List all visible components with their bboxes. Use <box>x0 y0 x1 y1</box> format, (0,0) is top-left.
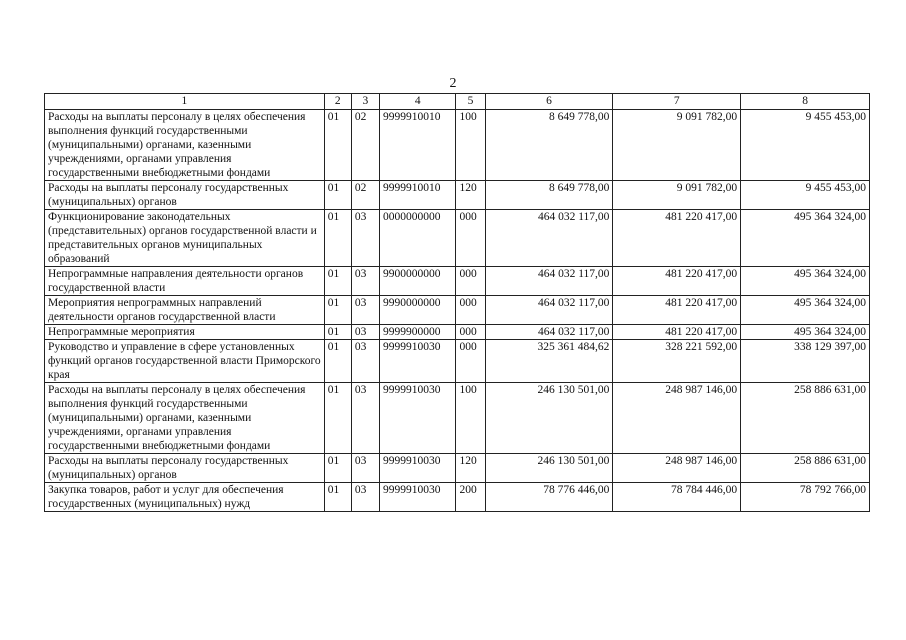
expense-type-cell: 100 <box>456 383 485 454</box>
section-code-cell: 01 <box>324 383 351 454</box>
amount-col7-cell: 328 221 592,00 <box>613 340 741 383</box>
target-article-cell: 9999910030 <box>380 383 456 454</box>
amount-col6-cell: 464 032 117,00 <box>485 267 613 296</box>
amount-col7-cell: 481 220 417,00 <box>613 267 741 296</box>
table-row <box>45 483 870 512</box>
amount-col7-cell: 481 220 417,00 <box>613 325 741 340</box>
column-header: 3 <box>351 94 379 110</box>
column-header: 8 <box>741 94 870 110</box>
target-article-cell: 9900000000 <box>380 267 456 296</box>
table-row <box>45 210 870 267</box>
column-header: 7 <box>613 94 741 110</box>
amount-col7-cell: 248 987 146,00 <box>613 454 741 483</box>
section-code-cell: 01 <box>324 296 351 325</box>
row-name-cell: Руководство и управление в сфере установленных функций органов государственной власти Приморского края <box>45 340 325 383</box>
table-row <box>45 267 870 296</box>
subsection-code-cell: 03 <box>351 454 379 483</box>
table-row <box>45 325 870 340</box>
target-article-cell: 9999910010 <box>380 181 456 210</box>
target-article-cell: 9999910010 <box>380 110 456 181</box>
subsection-code-cell: 03 <box>351 267 379 296</box>
section-code-cell: 01 <box>324 483 351 512</box>
expense-type-cell: 200 <box>456 483 485 512</box>
row-name-cell: Расходы на выплаты персоналу государственных (муниципальных) органов <box>45 454 325 483</box>
section-code-cell: 01 <box>324 454 351 483</box>
expense-type-cell: 000 <box>456 340 485 383</box>
amount-col8-cell: 495 364 324,00 <box>741 325 870 340</box>
expense-type-cell: 000 <box>456 210 485 267</box>
subsection-code-cell: 03 <box>351 383 379 454</box>
expense-type-cell: 000 <box>456 296 485 325</box>
subsection-code-cell: 03 <box>351 340 379 383</box>
column-header: 6 <box>485 94 613 110</box>
subsection-code-cell: 02 <box>351 110 379 181</box>
subsection-code-cell: 03 <box>351 210 379 267</box>
row-name-cell: Непрограммные направления деятельности органов государственной власти <box>45 267 325 296</box>
amount-col8-cell: 495 364 324,00 <box>741 296 870 325</box>
amount-col7-cell: 9 091 782,00 <box>613 181 741 210</box>
amount-col7-cell: 481 220 417,00 <box>613 210 741 267</box>
section-code-cell: 01 <box>324 325 351 340</box>
row-name-cell: Мероприятия непрограммных направлений деятельности органов государственной власти <box>45 296 325 325</box>
target-article-cell: 0000000000 <box>380 210 456 267</box>
target-article-cell: 9999900000 <box>380 325 456 340</box>
expense-type-cell: 000 <box>456 267 485 296</box>
column-header: 1 <box>45 94 325 110</box>
table-row <box>45 454 870 483</box>
table-row <box>45 383 870 454</box>
amount-col7-cell: 481 220 417,00 <box>613 296 741 325</box>
expense-type-cell: 000 <box>456 325 485 340</box>
amount-col6-cell: 464 032 117,00 <box>485 325 613 340</box>
row-name-cell: Расходы на выплаты персоналу в целях обеспечения выполнения функций государственными (муниципальными) органами, казенными учреждениями, органами управления государственными внебюджетными фондами <box>45 110 325 181</box>
amount-col6-cell: 246 130 501,00 <box>485 383 613 454</box>
amount-col6-cell: 8 649 778,00 <box>485 181 613 210</box>
subsection-code-cell: 03 <box>351 296 379 325</box>
expense-type-cell: 120 <box>456 181 485 210</box>
row-name-cell: Расходы на выплаты персоналу в целях обеспечения выполнения функций государственными (муниципальными) органами, казенными учреждениями, органами управления государственными внебюджетными фондами <box>45 383 325 454</box>
amount-col6-cell: 464 032 117,00 <box>485 210 613 267</box>
amount-col8-cell: 258 886 631,00 <box>741 383 870 454</box>
row-name-cell: Непрограммные мероприятия <box>45 325 325 340</box>
expense-type-cell: 120 <box>456 454 485 483</box>
table-row <box>45 340 870 383</box>
header-row <box>45 94 870 110</box>
budget-table <box>44 93 870 512</box>
amount-col6-cell: 325 361 484,62 <box>485 340 613 383</box>
target-article-cell: 9990000000 <box>380 296 456 325</box>
amount-col8-cell: 495 364 324,00 <box>741 267 870 296</box>
amount-col8-cell: 9 455 453,00 <box>741 110 870 181</box>
amount-col8-cell: 9 455 453,00 <box>741 181 870 210</box>
expense-type-cell: 100 <box>456 110 485 181</box>
table-row <box>45 181 870 210</box>
subsection-code-cell: 03 <box>351 325 379 340</box>
subsection-code-cell: 03 <box>351 483 379 512</box>
amount-col7-cell: 9 091 782,00 <box>613 110 741 181</box>
amount-col6-cell: 246 130 501,00 <box>485 454 613 483</box>
amount-col6-cell: 78 776 446,00 <box>485 483 613 512</box>
row-name-cell: Расходы на выплаты персоналу государственных (муниципальных) органов <box>45 181 325 210</box>
subsection-code-cell: 02 <box>351 181 379 210</box>
section-code-cell: 01 <box>324 267 351 296</box>
column-header: 2 <box>324 94 351 110</box>
section-code-cell: 01 <box>324 181 351 210</box>
column-header: 5 <box>456 94 485 110</box>
amount-col8-cell: 258 886 631,00 <box>741 454 870 483</box>
amount-col8-cell: 495 364 324,00 <box>741 210 870 267</box>
section-code-cell: 01 <box>324 340 351 383</box>
amount-col8-cell: 338 129 397,00 <box>741 340 870 383</box>
amount-col8-cell: 78 792 766,00 <box>741 483 870 512</box>
column-header: 4 <box>380 94 456 110</box>
amount-col6-cell: 8 649 778,00 <box>485 110 613 181</box>
row-name-cell: Закупка товаров, работ и услуг для обеспечения государственных (муниципальных) нужд <box>45 483 325 512</box>
row-name-cell: Функционирование законодательных (представительных) органов государственной власти и представительных органов муниципальных образований <box>45 210 325 267</box>
table-row <box>45 296 870 325</box>
section-code-cell: 01 <box>324 210 351 267</box>
target-article-cell: 9999910030 <box>380 340 456 383</box>
amount-col7-cell: 248 987 146,00 <box>613 383 741 454</box>
target-article-cell: 9999910030 <box>380 483 456 512</box>
target-article-cell: 9999910030 <box>380 454 456 483</box>
table-row <box>45 110 870 181</box>
amount-col7-cell: 78 784 446,00 <box>613 483 741 512</box>
amount-col6-cell: 464 032 117,00 <box>485 296 613 325</box>
page-number: 2 <box>449 76 457 91</box>
section-code-cell: 01 <box>324 110 351 181</box>
